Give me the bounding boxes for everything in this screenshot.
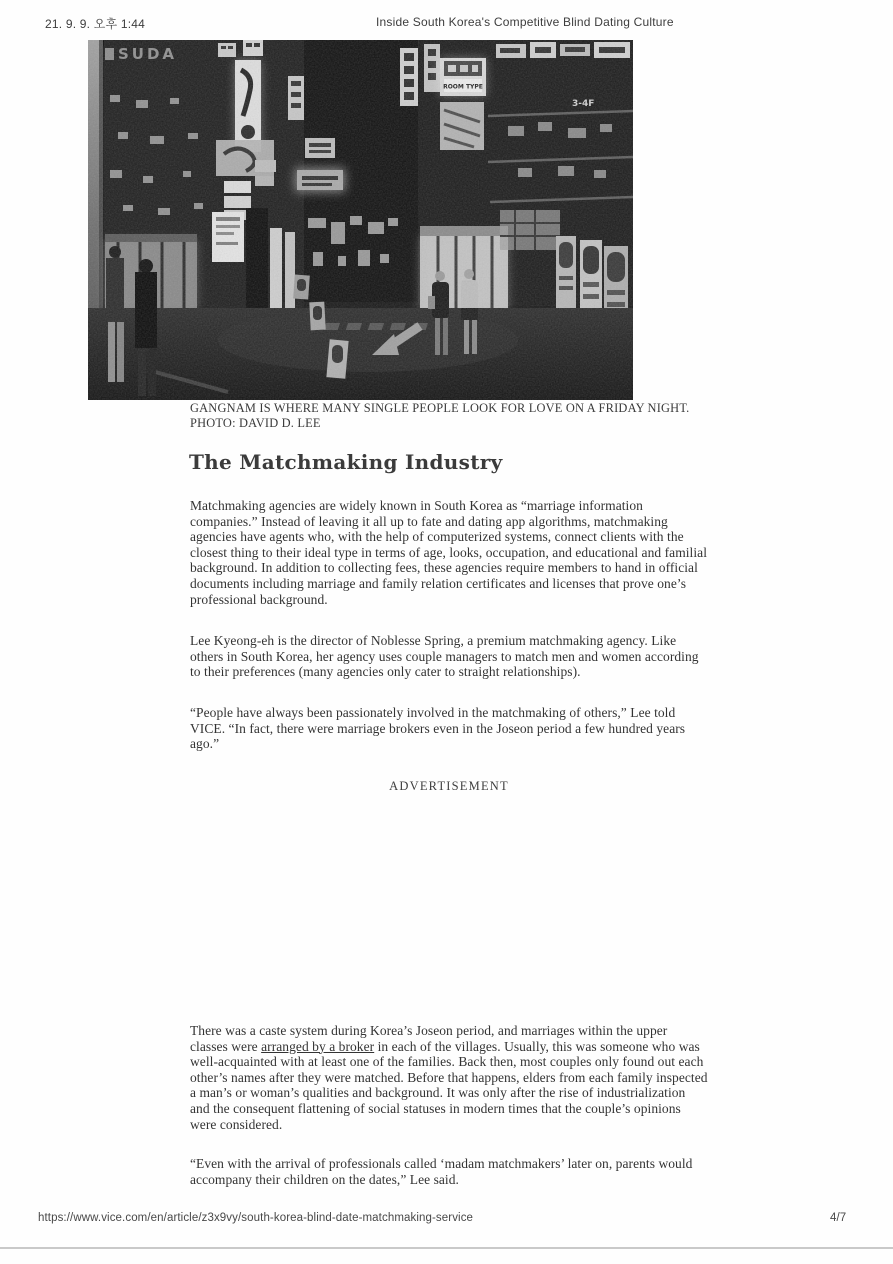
paragraph-caste-system — [190, 1023, 708, 1132]
page-number: 4/7 — [830, 1212, 847, 1224]
article-heading: The Matchmaking Industry — [189, 450, 503, 474]
footer-url: https://www.vice.com/en/article/z3x9vy/south-korea-blind-date-matchmaking-service — [38, 1212, 474, 1224]
header-timestamp: 21. 9. 9. 오후 1:44 — [45, 17, 145, 31]
sign-suda-text: SUDA — [118, 45, 178, 63]
paragraph-matchmaking-agencies: Matchmaking agencies are widely known in South Korea as “marriage information companies.” Instead of leaving it all up to fate and dating app algorithms, matchmaking agencies have agents who, with the help of computerized systems, connect clients with the closest thing to their ideal type in terms of age, looks, occupation, and educational and familial background. In addition to collecting fees, these agencies require members to hand in official documents including marriage and family relation certificates and licenses that prove one’s professional background. — [190, 498, 708, 607]
advertisement-label: ADVERTISEMENT — [389, 779, 509, 793]
scan-artifact-line — [0, 1247, 893, 1249]
sign-room-type-text: ROOM TYPE — [443, 83, 483, 91]
sign-floor-text: 3-4F — [572, 99, 595, 109]
header-title: Inside South Korea's Competitive Blind Dating Culture — [376, 15, 674, 29]
paragraph-lee-kyeong-eh: Lee Kyeong-eh is the director of Noblesse Spring, a premium matchmaking agency. Like others in South Korea, her agency uses couple managers to match men and women according to their preferences (many agencies only cater to straight relationships). — [190, 633, 699, 680]
paragraph-madam-matchmakers: “Even with the arrival of professionals called ‘madam matchmakers’ later on, parents would accompany their children on the dates,” Lee said. — [190, 1156, 693, 1187]
paragraph-people-involved: “People have always been passionately involved in the matchmaking of others,” Lee told VICE. “In fact, there were marriage brokers even in the Joseon period a few hundred years ago.” — [190, 705, 686, 752]
article-photo — [88, 40, 633, 400]
paragraph-caste-before-link: There was a caste system during Korea’s Joseon period, and marriages within the upper classes were — [190, 1023, 668, 1054]
paragraph-caste-after-link: in each of the villages. Usually, this was someone who was well-acquainted with at least one of the families. Back then, most couples only found out each other’s names after they were matched. Before that happens, elders from each family inspected a man’s or woman’s qualities and background. It was only after the rise of industrialization and the consequent flattening of social statuses in modern times that the couple’s opinions were considered. — [190, 1038, 708, 1132]
grain-overlay — [88, 40, 633, 400]
arranged-by-broker-link[interactable]: arranged by a broker — [261, 1038, 375, 1054]
photo-caption: GANGNAM IS WHERE MANY SINGLE PEOPLE LOOK FOR LOVE ON A FRIDAY NIGHT. PHOTO: DAVID D. LEE — [190, 401, 690, 430]
